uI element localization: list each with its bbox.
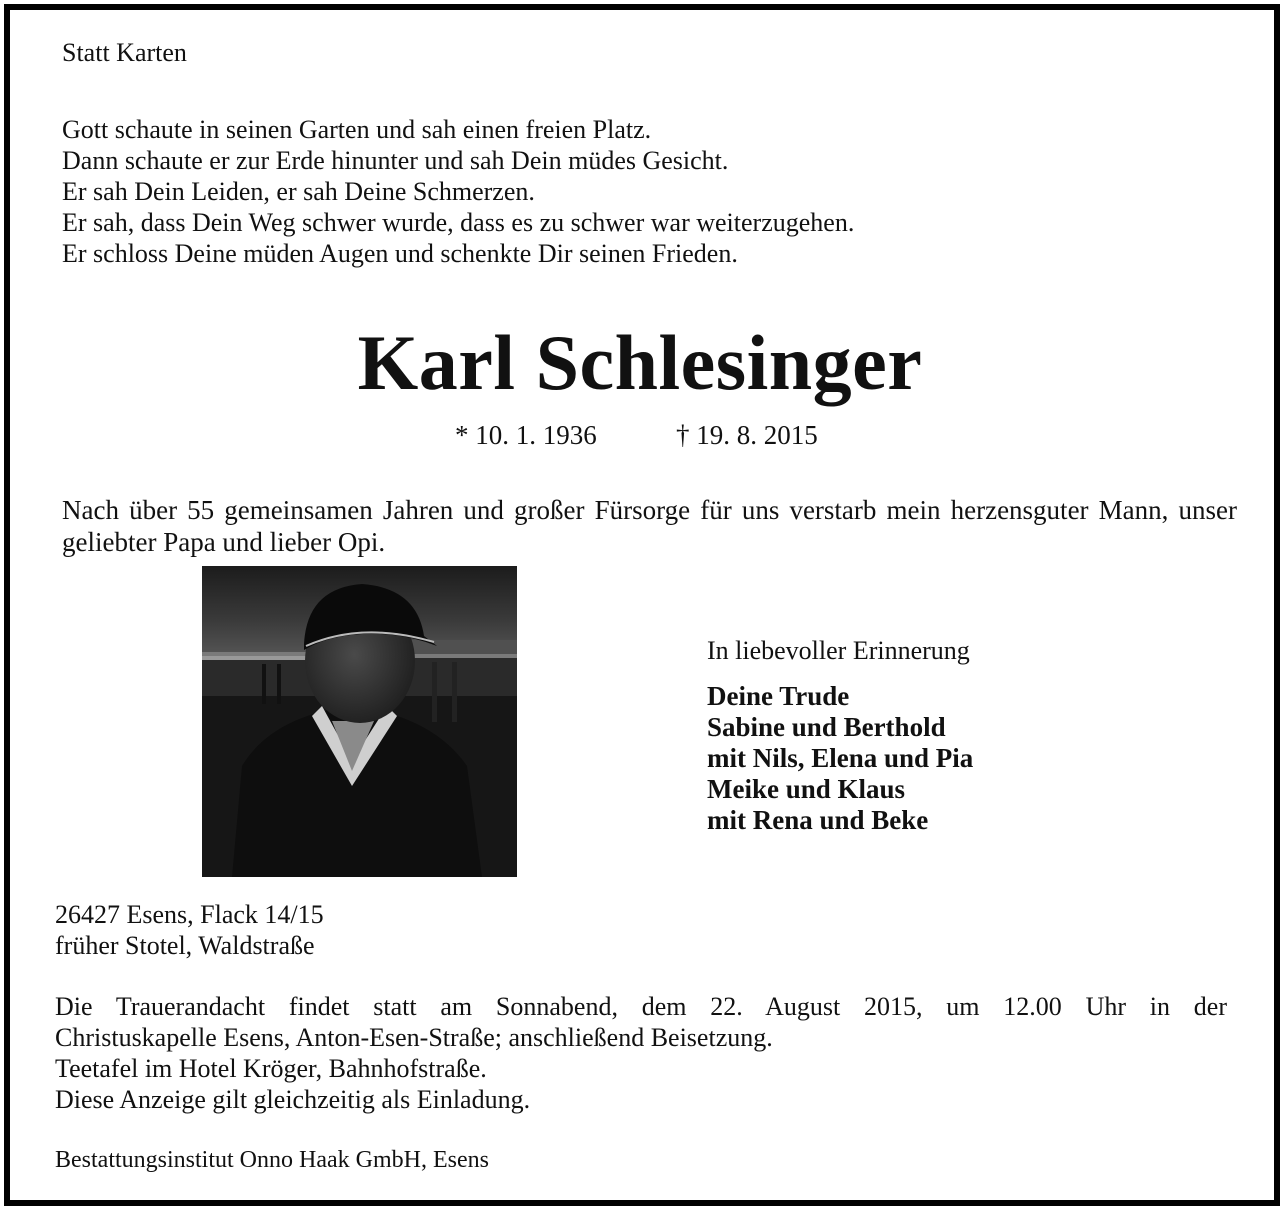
service-line: Christuskapelle Esens, Anton-Esen-Straße; anschließend Beisetzung. [55,1023,773,1052]
poem-line: Er sah Dein Leiden, er sah Deine Schmerzen. [62,177,535,206]
birth-date: * 10. 1. 1936 [455,420,597,450]
statt-karten-label: Statt Karten [62,38,187,67]
address-line: 26427 Esens, Flack 14/15 [55,900,324,929]
service-line: Teetafel im Hotel Kröger, Bahnhofstraße. [55,1054,487,1083]
service-info [55,991,1230,1115]
poem-line: Er schloss Deine müden Augen und schenkte Dir seinen Frieden. [62,239,738,268]
service-line: Die Trauerandacht findet statt am Sonnabend, dem 22. August 2015, um 12.00 Uhr in der [55,992,1227,1021]
poem [62,114,854,269]
address-line: früher Stotel, Waldstraße [55,931,315,960]
mourner-line: mit Rena und Beke [707,805,929,835]
portrait-photo [202,566,517,877]
mourner-line: Deine Trude [707,681,850,711]
undertaker-credit: Bestattungsinstitut Onno Haak GmbH, Esens [55,1147,489,1173]
death-date: † 19. 8. 2015 [676,420,818,450]
poem-line: Er sah, dass Dein Weg schwer wurde, dass es zu schwer war weiterzugehen. [62,208,855,237]
mourner-line: Meike und Klaus [707,774,906,804]
poem-line: Gott schaute in seinen Garten und sah einen freien Platz. [62,115,652,144]
mourner-list [707,681,973,836]
memory-heading: In liebevoller Erinnerung [707,636,970,665]
mourner-line: mit Nils, Elena und Pia [707,743,974,773]
address-block [55,899,324,961]
mourner-line: Sabine und Berthold [707,712,946,742]
intro-text: Nach über 55 gemeinsamen Jahren und großer Fürsorge für uns verstarb mein herzensguter Mann, unser geliebter Papa und lieber Opi. [62,495,1237,557]
deceased-name: Karl Schlesinger [357,319,923,406]
poem-line: Dann schaute er zur Erde hinunter und sah Dein müdes Gesicht. [62,146,729,175]
service-line: Diese Anzeige gilt gleichzeitig als Einladung. [55,1085,531,1114]
